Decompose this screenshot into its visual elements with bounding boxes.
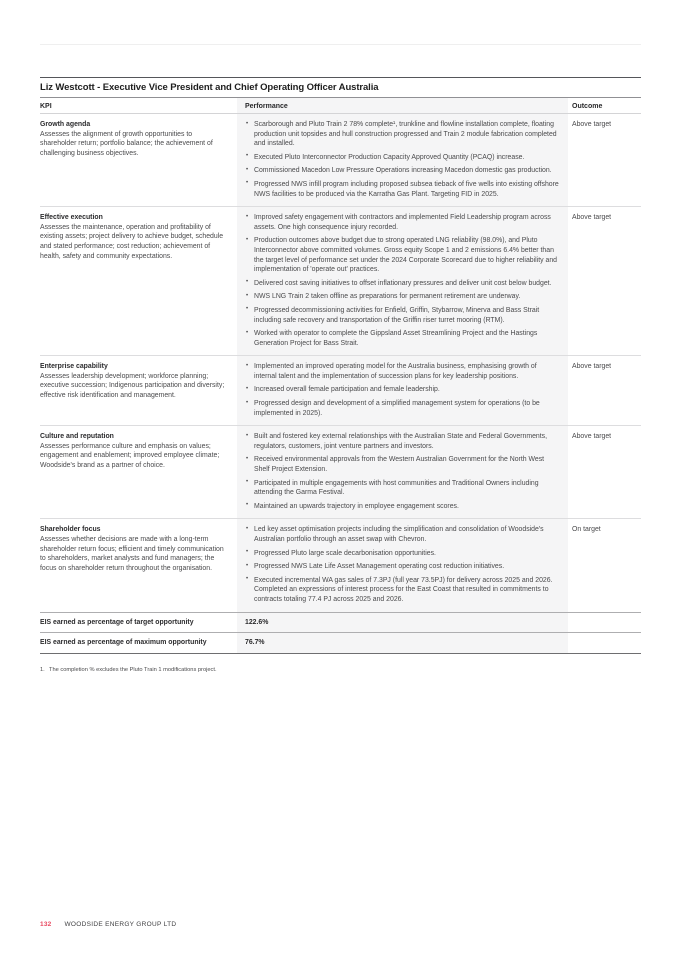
performance-bullet: • Maintained an upwards trajectory in employee engagement scores. <box>245 502 560 512</box>
eis-summary-value: 122.6% <box>237 613 568 633</box>
performance-bullet-list <box>245 213 560 348</box>
performance-bullet: • Delivered cost saving initiatives to offset inflationary pressures and deliver unit cost below budget. <box>245 279 560 289</box>
kpi-cell <box>40 519 237 611</box>
performance-bullet: • NWS LNG Train 2 taken offline as preparations for permanent retirement are underway. <box>245 292 560 302</box>
kpi-title: Shareholder focus <box>40 526 101 534</box>
performance-bullet-list <box>245 120 560 199</box>
kpi-description: Assesses the maintenance, operation and profitability of existing assets; project delivery to achieve budget, schedule and stated performance; cost reduction; achievement of health, safety and community expectations. <box>40 223 224 260</box>
report-content <box>40 77 641 674</box>
kpi-title: Culture and reputation <box>40 433 114 441</box>
performance-bullet-list <box>245 432 560 511</box>
eis-summary-row <box>40 632 641 653</box>
kpi-row <box>40 519 641 611</box>
kpi-description: Assesses the alignment of growth opportunities to shareholder return; portfolio balance; the achievement of challenging business objectives. <box>40 130 213 157</box>
table-bottom-rule <box>40 653 641 654</box>
eis-summary-spacer <box>568 633 641 653</box>
performance-bullet: • Received environmental approvals from the Western Australian Government for the North West Shelf Project Extension. <box>245 455 560 474</box>
page-footer <box>40 921 176 928</box>
footnote-number: 1. <box>40 666 45 673</box>
kpi-cell <box>40 426 237 518</box>
performance-bullet-list <box>245 362 560 418</box>
performance-bullet: • Progressed NWS Late Life Asset Management operating cost reduction initiatives. <box>245 562 560 572</box>
kpi-row <box>40 114 641 207</box>
company-name: WOODSIDE ENERGY GROUP LTD <box>64 921 177 928</box>
performance-bullet: • Commissioned Macedon Low Pressure Operations increasing Macedon domestic gas production. <box>245 166 560 176</box>
column-header-performance: Performance <box>237 98 568 113</box>
eis-summary-label: EIS earned as percentage of maximum opportunity <box>40 639 207 647</box>
table-body <box>40 114 641 612</box>
page-number: 132 <box>40 921 52 928</box>
column-header-kpi: KPI <box>40 102 52 110</box>
table-header-row <box>40 97 641 114</box>
eis-summary-section <box>40 612 641 653</box>
performance-cell <box>237 519 568 611</box>
outcome-value: Above target <box>572 363 612 371</box>
kpi-title: Effective execution <box>40 214 103 222</box>
performance-bullet: • Led key asset optimisation projects including the simplification and consolidation of Woodside's Australian portfolio through an asset swap with Chevron. <box>245 525 560 544</box>
kpi-cell <box>40 207 237 355</box>
performance-cell <box>237 207 568 355</box>
performance-bullet: • Production outcomes above budget due to strong operated LNG reliability (98.0%), and Pluto Interconnector above committed volumes. Gross equity Scope 1 and 2 emissions 6.4% better than the target level of performance set under the 2024 Corporate Scorecard due to higher reliability and implementation of 'operate out' practices. <box>245 236 560 274</box>
footnote <box>40 666 641 674</box>
performance-bullet: • Participated in multiple engagements with host communities and Traditional Owners including attending the Garma Festival. <box>245 479 560 498</box>
column-header-outcome: Outcome <box>572 102 603 110</box>
performance-bullet: • Increased overall female participation and female leadership. <box>245 385 560 395</box>
kpi-table <box>40 97 641 654</box>
kpi-description: Assesses performance culture and emphasis on values; engagement and enablement; improved employee climate; Woodside's brand as a partner of choice. <box>40 442 220 470</box>
performance-cell <box>237 114 568 206</box>
kpi-cell <box>40 356 237 425</box>
performance-cell <box>237 426 568 518</box>
performance-bullet: • Executed Pluto Interconnector Production Capacity Approved Quantity (PCAQ) increase. <box>245 153 560 163</box>
eis-summary-spacer <box>568 613 641 633</box>
performance-cell <box>237 356 568 425</box>
performance-bullet: • Worked with operator to complete the Gippsland Asset Streamlining Project and the Hastings Generation Project for Bass Strait. <box>245 329 560 348</box>
performance-bullet: • Progressed design and development of a simplified management system for operations (to be implemented in 2025). <box>245 399 560 418</box>
performance-bullet: • Implemented an improved operating model for the Australia business, emphasising growth of internal talent and the implementation of succession plans for key leadership positions. <box>245 362 560 381</box>
section-title: Liz Westcott - Executive Vice President and Chief Operating Officer Australia <box>40 77 641 97</box>
outcome-value: Above target <box>572 433 612 441</box>
performance-bullet: • Progressed NWS infill program including proposed subsea tieback of five wells into existing offshore NWS facilities to be produced via the Karratha Gas Plant. Targeting FID in 2025. <box>245 180 560 199</box>
outcome-value: Above target <box>572 121 612 128</box>
eis-summary-row <box>40 612 641 633</box>
kpi-description: Assesses leadership development; workforce planning; executive succession; Indigenous participation and diversity; effective risk identification and management. <box>40 372 225 400</box>
kpi-cell <box>40 114 237 206</box>
eis-summary-value: 76.7% <box>237 633 568 653</box>
performance-bullet: • Scarborough and Pluto Train 2 78% complete¹, trunkline and flowline installation complete, floating production unit topsides and hull construction progressed and Train 2 module fabrication completed and installed. <box>245 120 560 149</box>
kpi-description: Assesses whether decisions are made with a long-term shareholder return focus; efficient and timely communication to shareholders, market analysts and fund managers; the focus on shareholder return throughout the organisation. <box>40 536 224 572</box>
kpi-title: Growth agenda <box>40 121 91 128</box>
performance-bullet: • Built and fostered key external relationships with the Australian State and Federal Governments, regulators, customers, joint venture partners and investors. <box>245 432 560 451</box>
outcome-value: Above target <box>572 214 612 222</box>
performance-bullet-list <box>245 525 560 604</box>
kpi-row <box>40 356 641 426</box>
page-top-divider <box>40 44 641 45</box>
footnote-text: The completion % excludes the Pluto Train 1 modifications project. <box>49 666 217 673</box>
eis-summary-label: EIS earned as percentage of target opportunity <box>40 618 194 626</box>
kpi-title: Enterprise capability <box>40 363 108 371</box>
performance-bullet: • Progressed Pluto large scale decarbonisation opportunities. <box>245 549 560 559</box>
outcome-value: On target <box>572 526 601 534</box>
kpi-row <box>40 207 641 356</box>
performance-bullet: • Improved safety engagement with contractors and implemented Field Leadership program across assets. One high consequence injury recorded. <box>245 213 560 232</box>
kpi-row <box>40 426 641 519</box>
performance-bullet: • Executed incremental WA gas sales of 7.3PJ (full year 73.5PJ) for delivery across 2025 and 2026. Completed an expressions of interest process for the East Coast that resulted in commitments to contracts totaling 77.4 PJ across 2025 and 2026. <box>245 576 560 605</box>
performance-bullet: • Progressed decommissioning activities for Enfield, Griffin, Stybarrow, Minerva and Bass Strait including safe recovery and transportation of the Griffin riser turret mooring (RTM). <box>245 306 560 325</box>
